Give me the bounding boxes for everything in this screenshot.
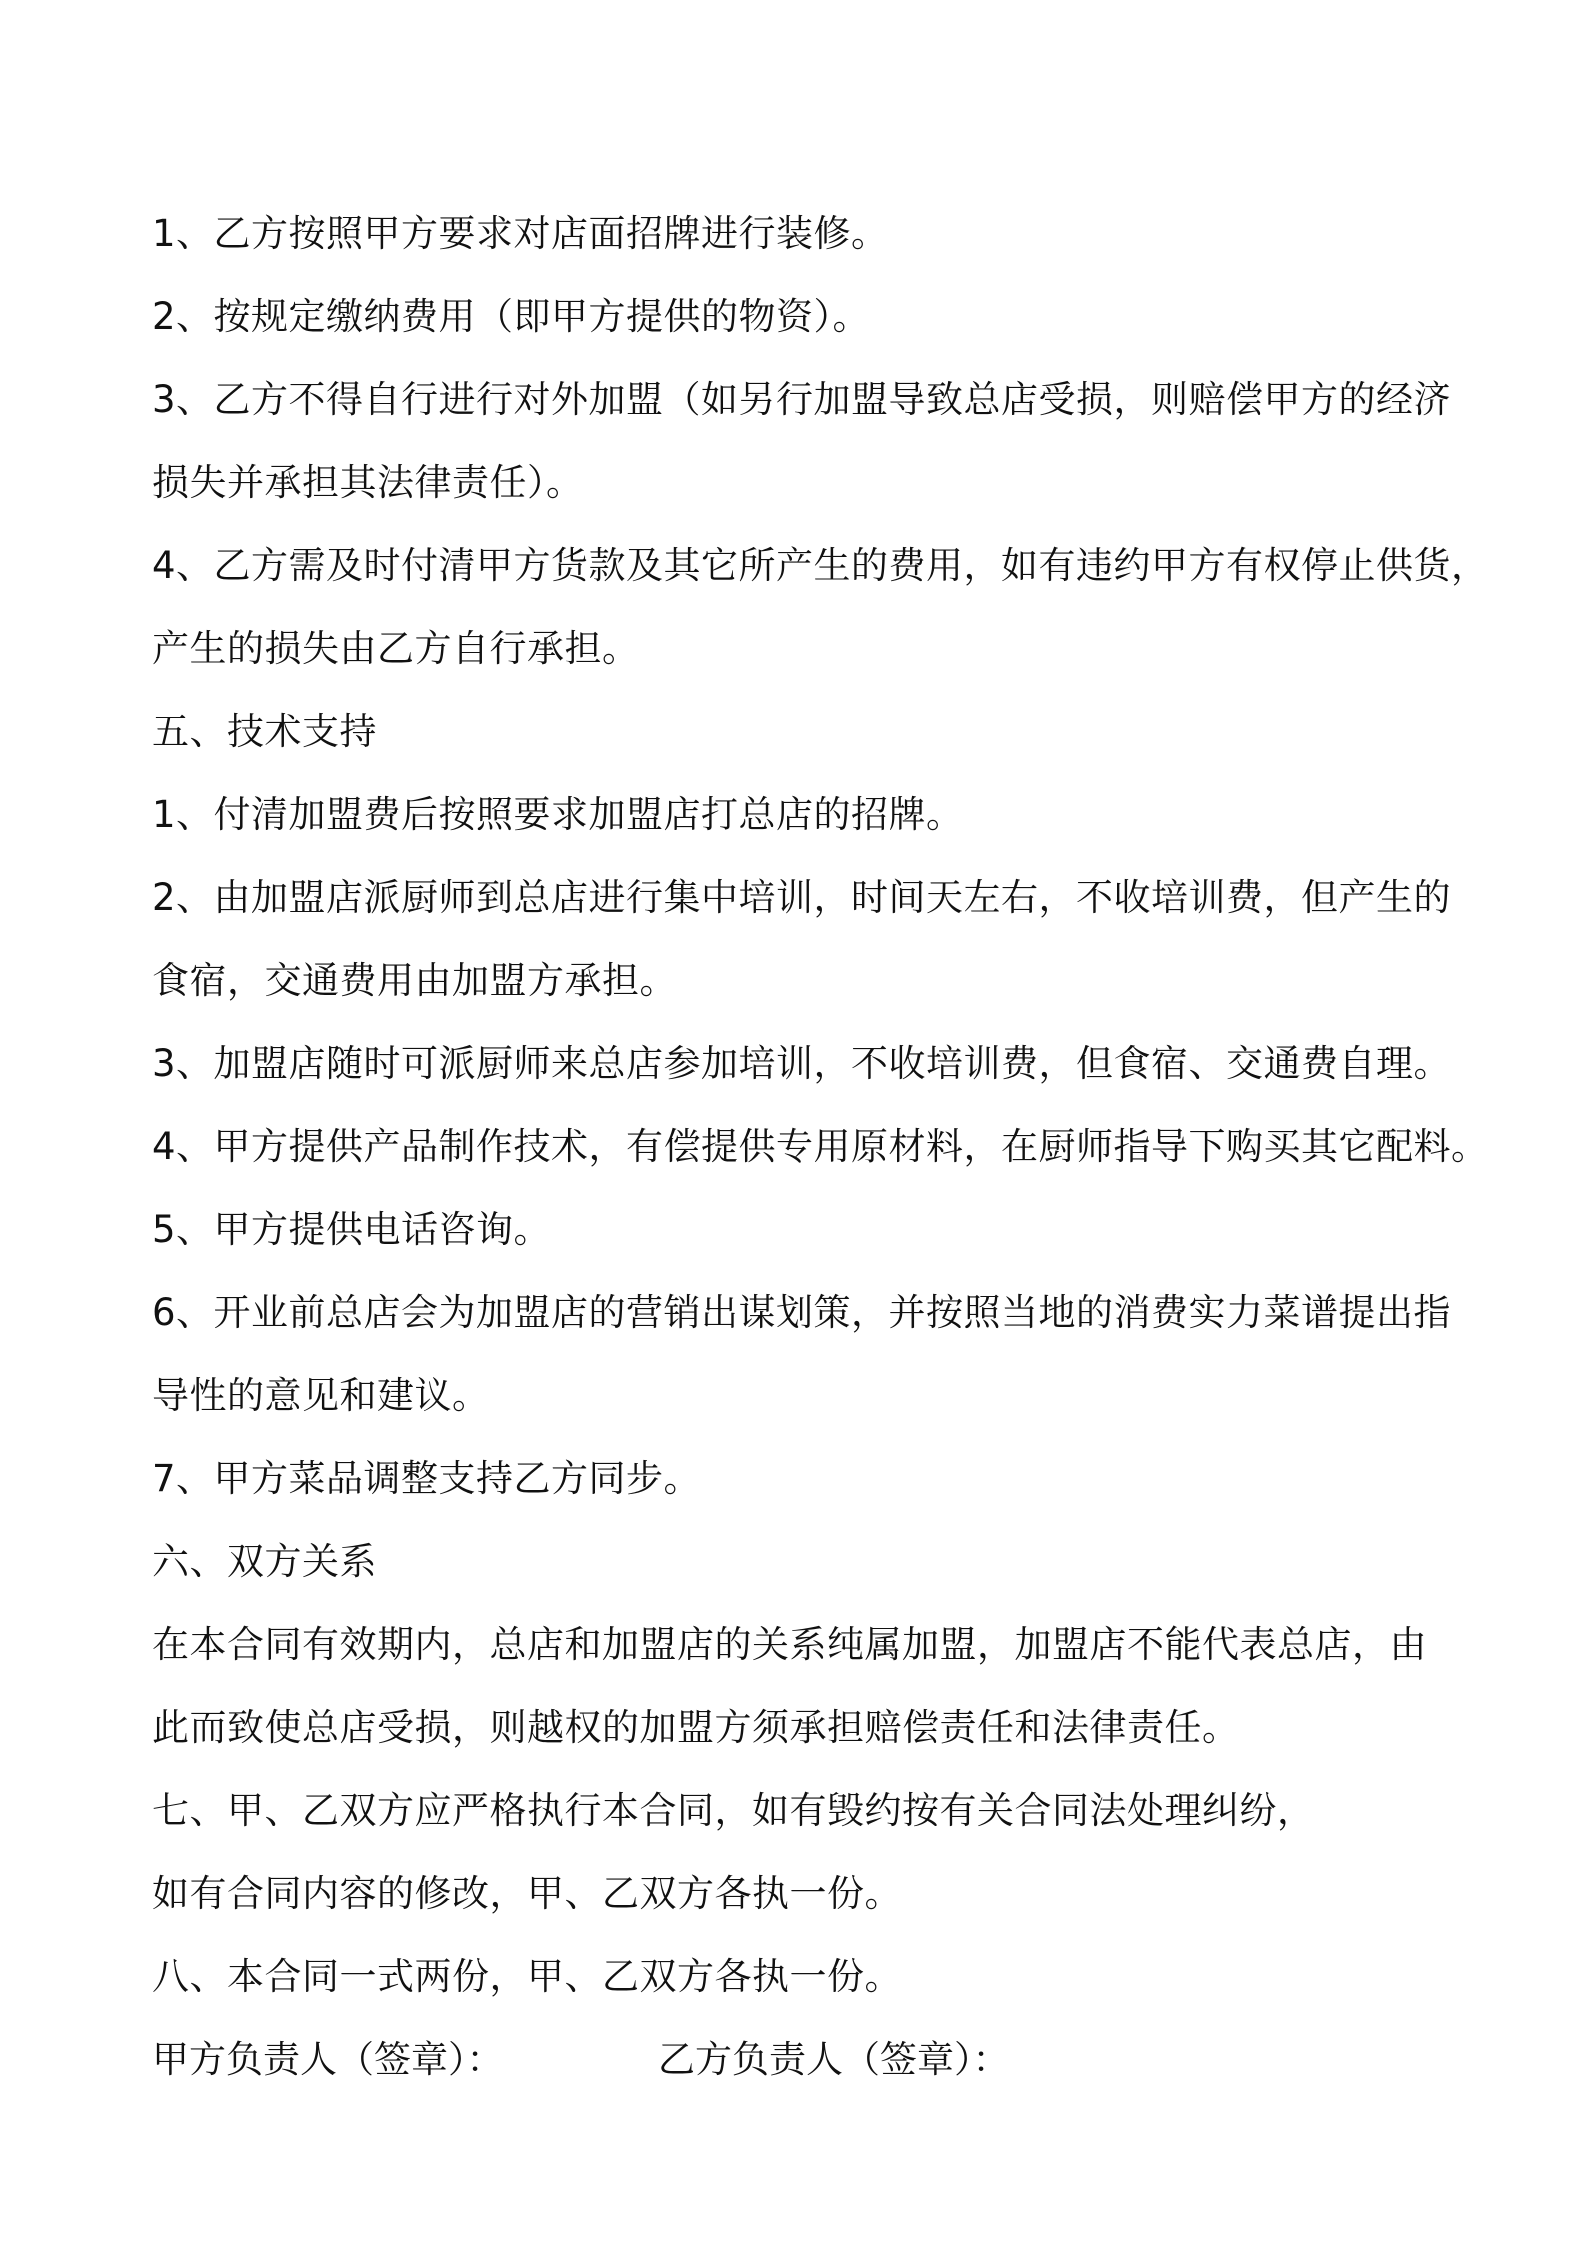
clause-line: 5、甲方提供电话咨询。 bbox=[152, 1208, 552, 1251]
clause-line: 2、由加盟店派厨师到总店进行集中培训，时间天左右，不收培训费，但产生的 bbox=[152, 876, 1452, 919]
clause-line: 此而致使总店受损，则越权的加盟方须承担赔偿责任和法律责任。 bbox=[152, 1706, 1240, 1749]
clause-line: 4、乙方需及时付清甲方货款及其它所产生的费用，如有违约甲方有权停止供货， bbox=[152, 544, 1489, 587]
section-heading: 八、本合同一式两份，甲、乙双方各执一份。 bbox=[152, 1955, 902, 1998]
clause-line: 产生的损失由乙方自行承担。 bbox=[152, 627, 640, 670]
signature-row bbox=[152, 2018, 1442, 2101]
party-a-signature-label: 甲方负责人（签章）： bbox=[152, 2038, 504, 2081]
clause-line: 4、甲方提供产品制作技术，有偿提供专用原材料，在厨师指导下购买其它配料。 bbox=[152, 1125, 1489, 1168]
clause-line: 如有合同内容的修改，甲、乙双方各执一份。 bbox=[152, 1872, 902, 1915]
section-heading: 五、技术支持 bbox=[152, 710, 377, 753]
clause-line: 1、乙方按照甲方要求对店面招牌进行装修。 bbox=[152, 212, 889, 255]
clause-line: 7、甲方菜品调整支持乙方同步。 bbox=[152, 1457, 702, 1500]
clause-line: 食宿，交通费用由加盟方承担。 bbox=[152, 959, 677, 1002]
contract-body bbox=[152, 192, 1489, 2101]
clause-line: 3、乙方不得自行进行对外加盟（如另行加盟导致总店受损，则赔偿甲方的经济 bbox=[152, 378, 1452, 421]
party-b-signature-label: 乙方负责人（签章）： bbox=[658, 2038, 1010, 2081]
clause-line: 2、按规定缴纳费用（即甲方提供的物资）。 bbox=[152, 295, 871, 338]
section-heading: 六、双方关系 bbox=[152, 1540, 377, 1583]
section-heading: 七、甲、乙双方应严格执行本合同，如有毁约按有关合同法处理纠纷， bbox=[152, 1789, 1315, 1832]
clause-line: 损失并承担其法律责任）。 bbox=[152, 461, 584, 504]
clause-line: 1、付清加盟费后按照要求加盟店打总店的招牌。 bbox=[152, 793, 964, 836]
clause-line: 在本合同有效期内，总店和加盟店的关系纯属加盟，加盟店不能代表总店，由 bbox=[152, 1623, 1427, 1666]
clause-line: 导性的意见和建议。 bbox=[152, 1374, 490, 1417]
clause-line: 6、开业前总店会为加盟店的营销出谋划策，并按照当地的消费实力菜谱提出指 bbox=[152, 1291, 1452, 1334]
clause-line: 3、加盟店随时可派厨师来总店参加培训，不收培训费，但食宿、交通费自理。 bbox=[152, 1042, 1452, 1085]
